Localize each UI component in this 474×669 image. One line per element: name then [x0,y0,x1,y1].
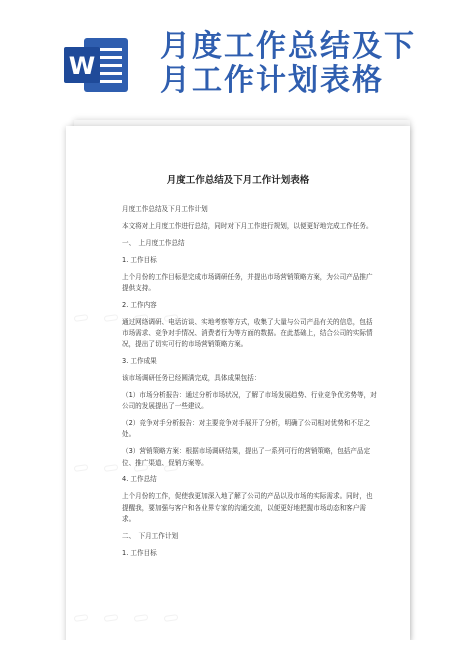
word-document-icon [64,38,134,92]
doc-paragraph: 本文将对上月度工作进行总结，同时对下月工作进行规划，以便更好地完成工作任务。 [122,221,373,230]
header [0,0,474,118]
svg-text:W: W [68,52,96,80]
doc-subheading: 2. 工作内容 [122,300,157,309]
document-body [122,204,378,559]
doc-list-item: （2）竞争对手分析报告：对主要竞争对手展开了分析，明确了公司相对优势和不足之处。 [122,419,371,439]
doc-list-item: （1）市场分析报告：通过分析市场状况，了解了市场发展趋势、行业竞争优劣势等，对公司的发展提出了一些建议。 [122,390,377,411]
doc-subheading: 1. 工作目标 [122,548,157,557]
doc-subheading: 3. 工作成果 [122,357,157,366]
doc-section-heading: 二、 下月工作计划 [122,531,179,540]
bottom-margin [0,640,474,669]
document-page [66,126,410,658]
page-title-line-1: 月度工作总结及下 [160,29,416,64]
doc-heading: 月度工作总结及下月工作计划 [122,205,208,213]
watermark-band [66,606,410,636]
doc-subheading: 1. 工作目标 [122,255,157,264]
doc-paragraph: 上个月份的工作目标是完成市场调研任务，并提出市场营销策略方案，为公司产品推广提供支持。 [122,272,373,292]
doc-list-item: （3）营销策略方案：根据市场调研结果，提出了一系列可行的营销策略，包括产品定位、推广渠道、促销方案等。 [122,447,371,467]
page-title-line-2: 月工作计划表格 [160,63,384,98]
document-title: 月度工作总结及下月工作计划表格 [166,175,310,186]
doc-section-heading: 一、 上月度工作总结 [122,238,185,247]
doc-subheading: 4. 工作总结 [122,475,157,484]
doc-paragraph: 通过网络调研、电话访谈、实地考察等方式，收集了大量与公司产品有关的信息，包括市场需求、竞争对手情况、消费者行为等方面的数据。在此基础上，结合公司的实际情况，提出了切实可行的市场营销策略方案。 [122,317,373,349]
doc-paragraph: 该市场调研任务已经圆满完成，具体成果包括： [122,374,261,383]
doc-paragraph: 上个月份的工作，促使我更加深入地了解了公司的产品以及市场的实际需求。同时，也提醒我，要加强与客户和各业界专家的沟通交流，以便更好地把握市场动态和客户需求。 [122,492,373,523]
